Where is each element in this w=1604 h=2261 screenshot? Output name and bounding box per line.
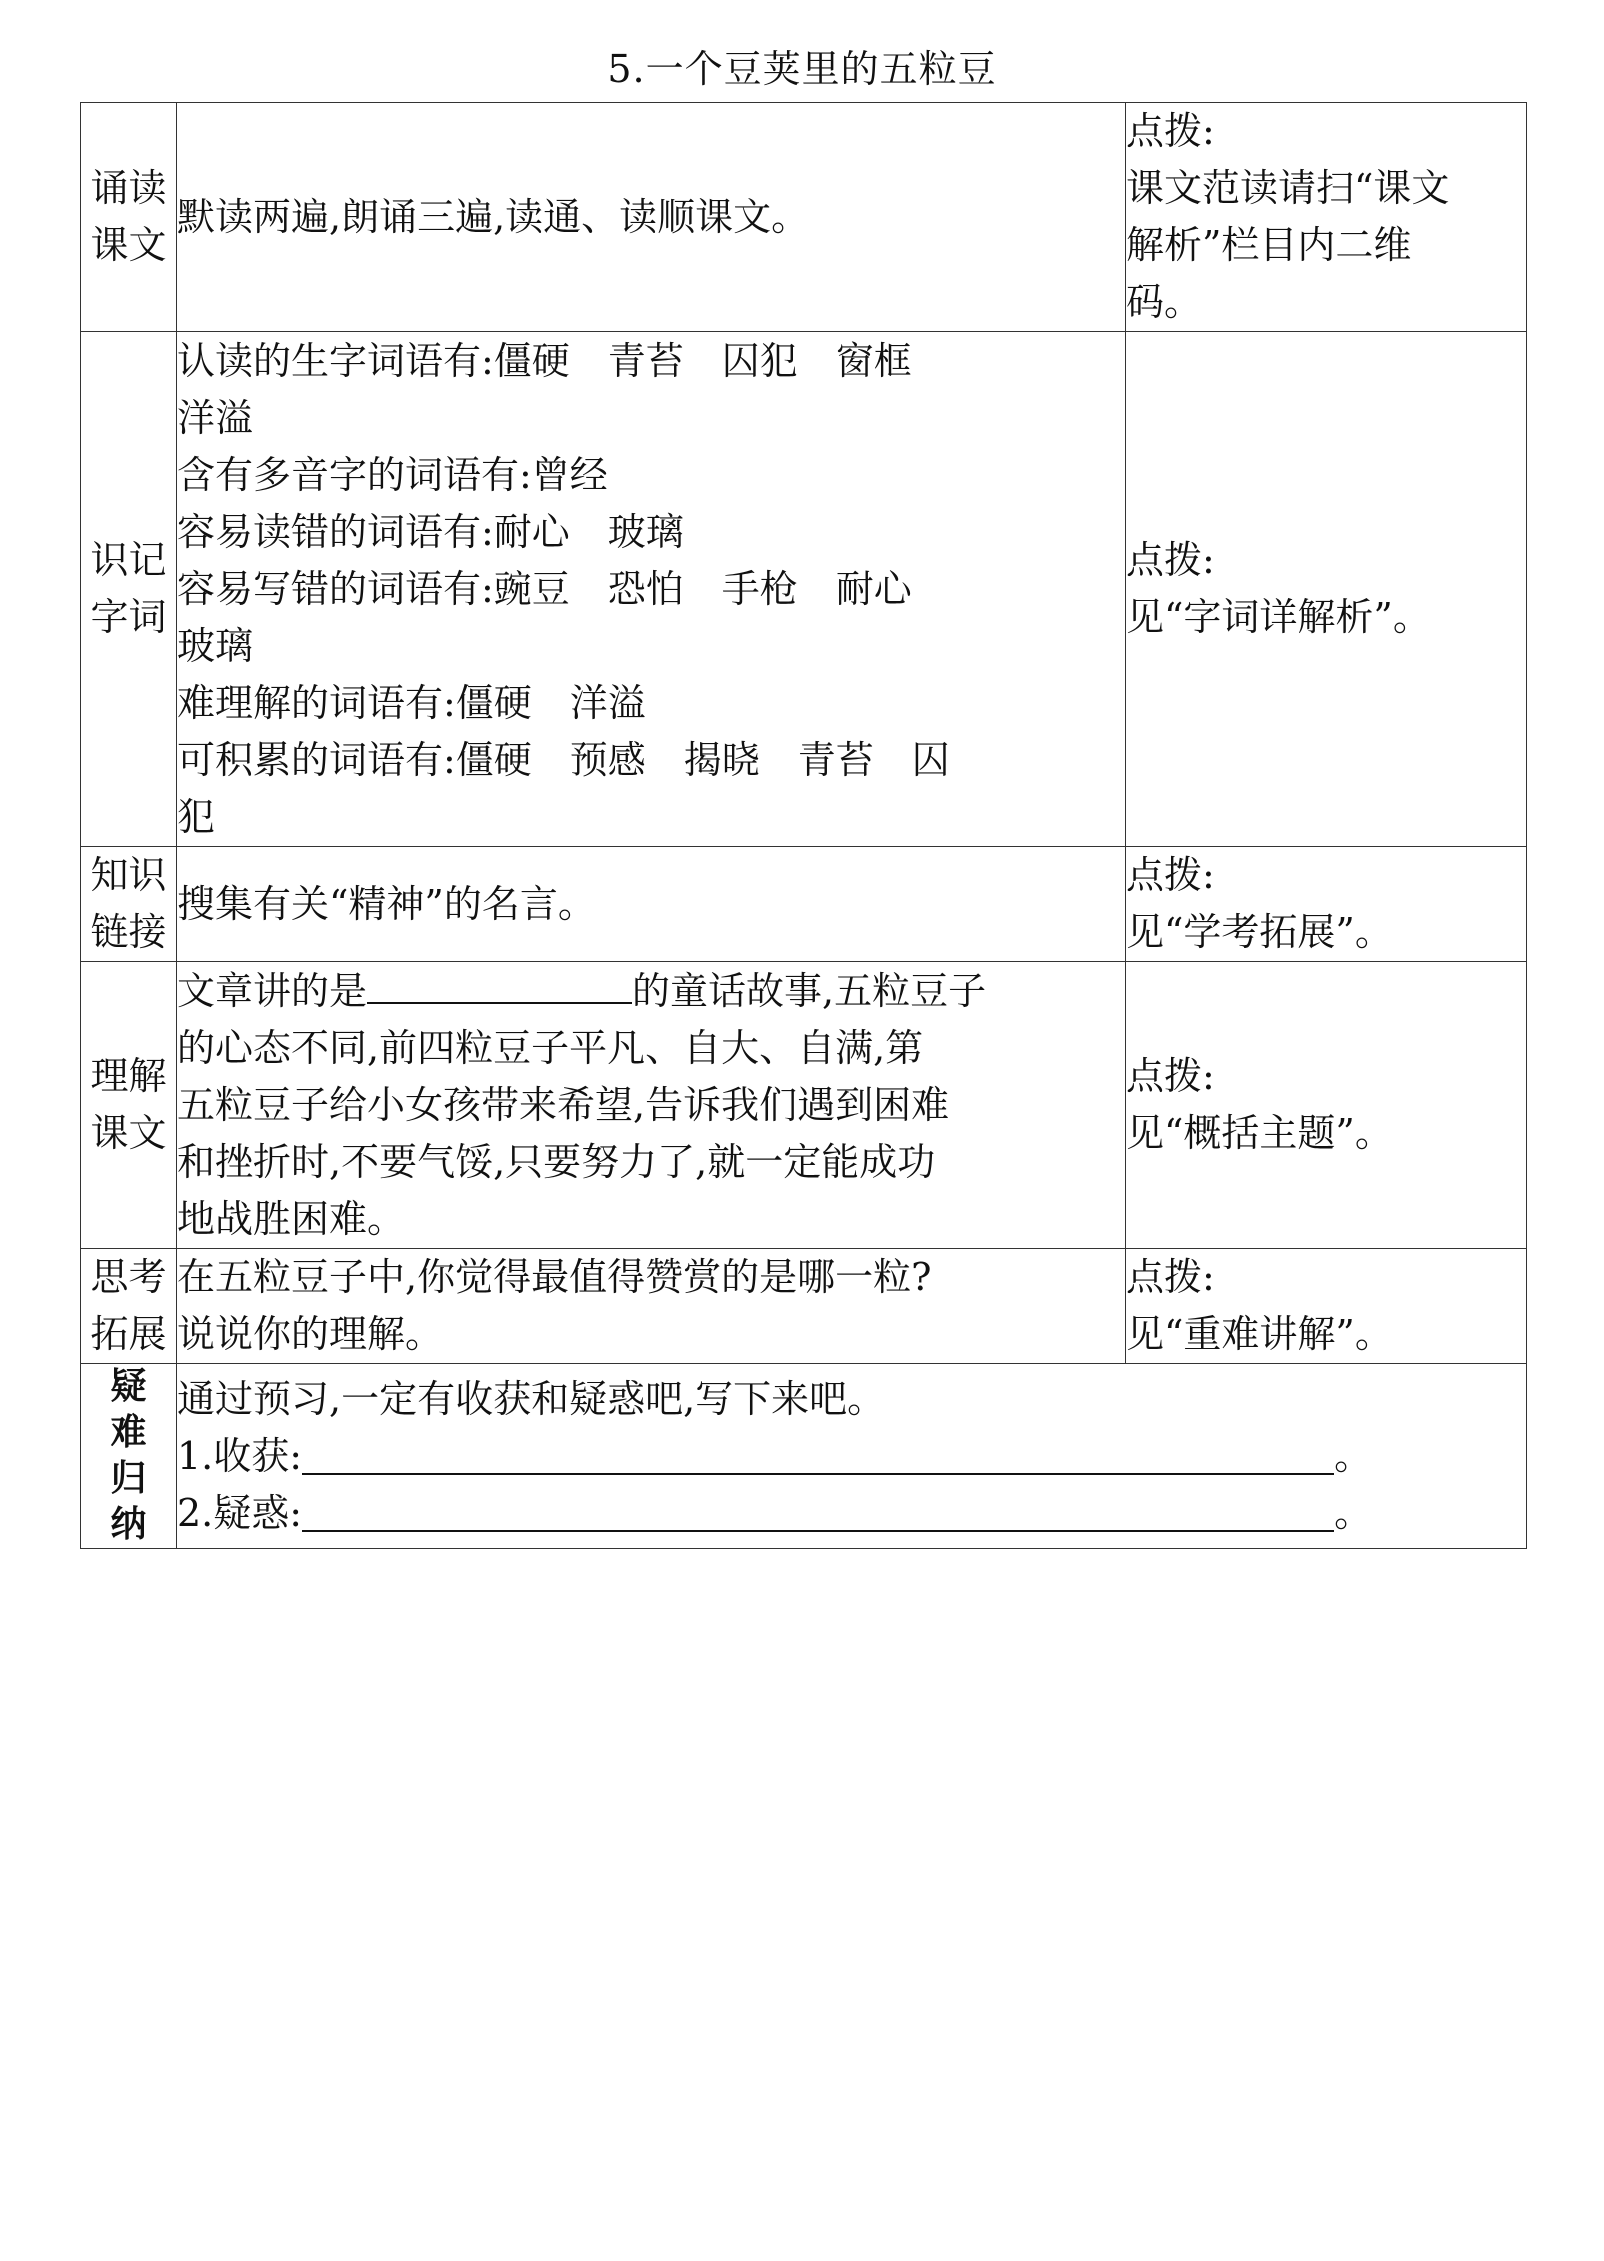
table-row-knowledge: [81, 847, 1527, 962]
row-content-knowledge: 搜集有关“精神”的名言。: [177, 847, 1126, 962]
row-label-summary: 疑 难 归 纳: [81, 1364, 177, 1549]
row-content-vocabulary: 认读的生字词语有:僵硬 青苔 囚犯 窗框 洋溢 含有多音字的词语有:曾经 容易读错的词语有:耐心 玻璃 容易写错的词语有:豌豆 恐怕 手枪 耐心 玻璃 难理解的词语有:僵硬 洋溢 可积累的词语有:僵硬 预感 揭晓 青苔 囚 犯: [177, 332, 1126, 847]
harvest-fill-row: 1.收获: 。: [177, 1433, 1373, 1478]
row-label-knowledge: 知识 链接: [81, 847, 177, 962]
row-hint-vocabulary: 点拨: 见“字词详解析”。: [1126, 332, 1527, 847]
row-label-understand: 理解 课文: [81, 962, 177, 1249]
row-hint-understand: 点拨: 见“概括主题”。: [1126, 962, 1527, 1249]
row-label-think: 思考 拓展: [81, 1249, 177, 1364]
doubt-answer-line[interactable]: [302, 1490, 1334, 1532]
table-row-vocabulary: [81, 332, 1527, 847]
preview-table: [80, 102, 1527, 1549]
row-content-recite: 默读两遍,朗诵三遍,读通、读顺课文。: [177, 103, 1126, 332]
row-hint-recite: 点拨: 课文范读请扫“课文 解析”栏目内二维 码。: [1126, 103, 1527, 332]
doubt-fill-row: 2.疑惑: 。: [177, 1490, 1373, 1535]
row-hint-knowledge: 点拨: 见“学考拓展”。: [1126, 847, 1527, 962]
table-row-understand: [81, 962, 1527, 1249]
row-content-understand: 文章讲的是 的童话故事,五粒豆子 的心态不同,前四粒豆子平凡、自大、自满,第 五粒豆子给小女孩带来希望,告诉我们遇到困难 和挫折时,不要气馁,只要努力了,就一定能成功 地战胜困难。: [177, 962, 1126, 1249]
row-content-think: 在五粒豆子中,你觉得最值得赞赏的是哪一粒? 说说你的理解。: [177, 1249, 1126, 1364]
table-row-summary: [81, 1364, 1527, 1549]
table-row-recite: [81, 103, 1527, 332]
row-label-recite: 诵读 课文: [81, 103, 177, 332]
row-hint-think: 点拨: 见“重难讲解”。: [1126, 1249, 1527, 1364]
row-content-summary: 通过预习,一定有收获和疑惑吧,写下来吧。 1.收获: 。 2.疑惑: 。: [177, 1364, 1527, 1549]
table-row-think: [81, 1249, 1527, 1364]
answer-blank[interactable]: [367, 962, 632, 1004]
harvest-answer-line[interactable]: [302, 1433, 1334, 1475]
row-label-vocabulary: 识记 字词: [81, 332, 177, 847]
page-title: 5.一个豆荚里的五粒豆: [607, 47, 997, 91]
